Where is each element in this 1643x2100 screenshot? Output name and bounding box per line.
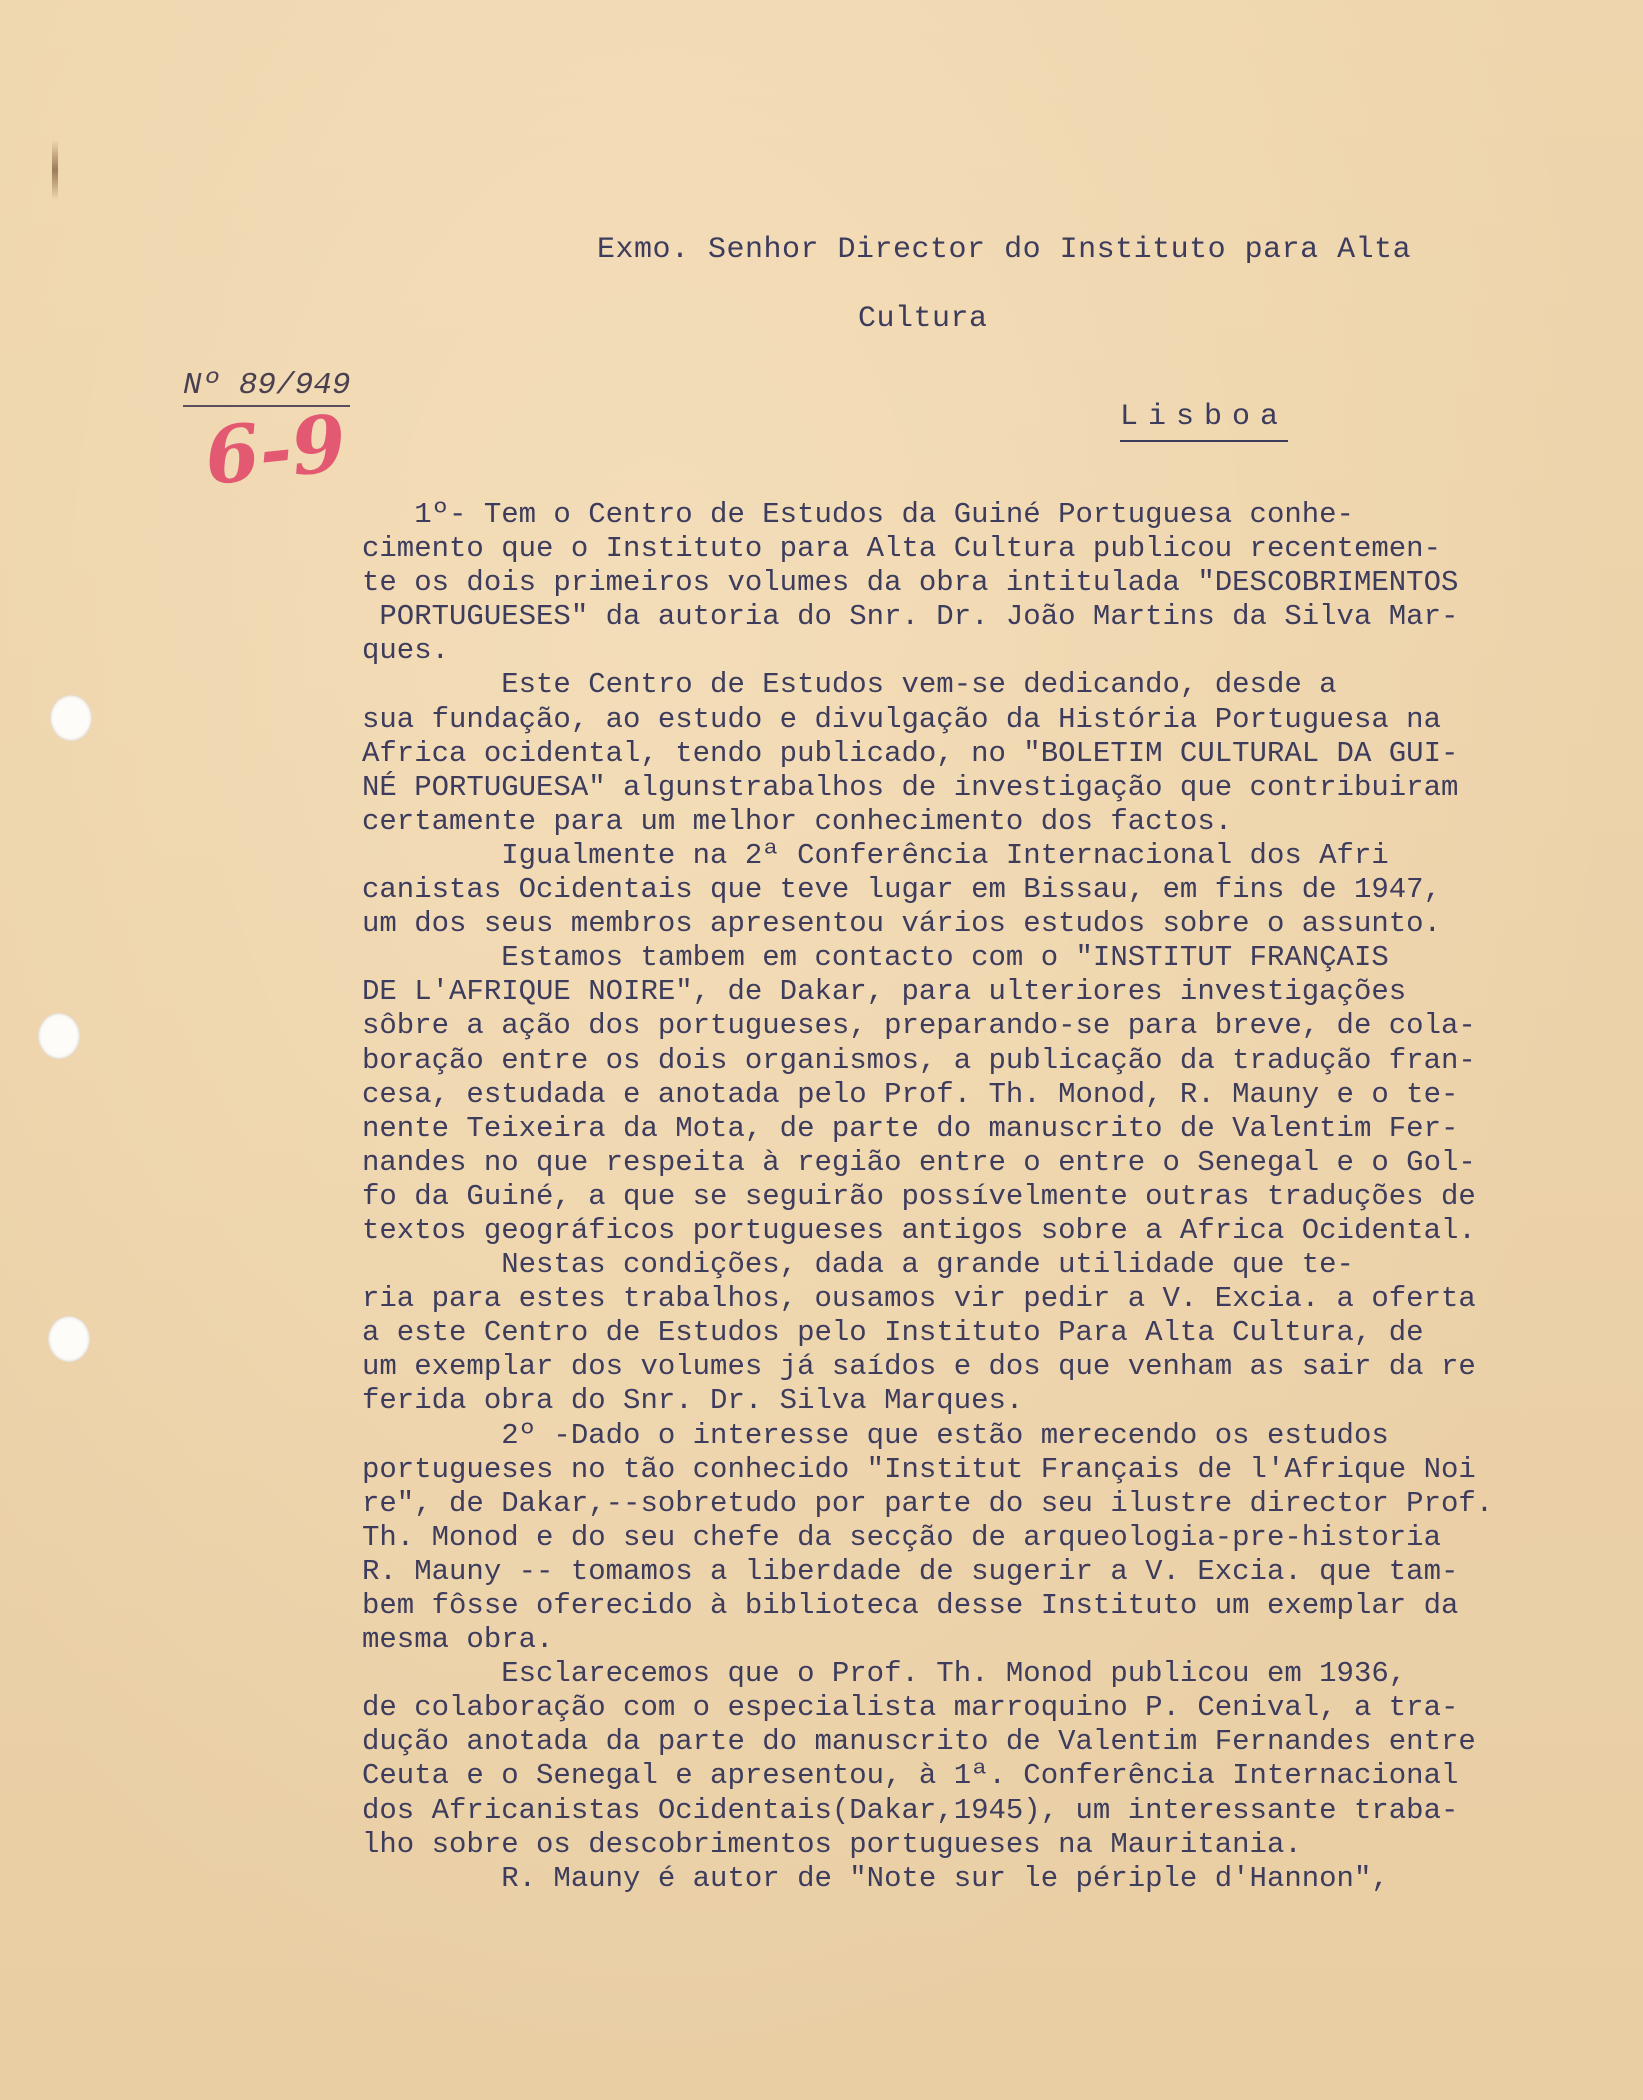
body-line: sua fundação, ao estudo e divulgação da História Portuguesa na	[362, 702, 1441, 736]
body-line: Esclarecemos que o Prof. Th. Monod publicou em 1936,	[362, 1657, 1407, 1691]
body-line: Ceuta e o Senegal e apresentou, à 1ª. Conferência Internacional	[362, 1759, 1459, 1793]
body-line: Th. Monod e do seu chefe da secção de arqueologia-pre-historia	[362, 1520, 1441, 1554]
body-line: DE L'AFRIQUE NOIRE", de Dakar, para ulteriores investigações	[362, 975, 1407, 1009]
body-line: boração entre os dois organismos, a publicação da tradução fran-	[362, 1043, 1476, 1077]
letter-body	[362, 498, 1632, 1896]
body-line: cimento que o Instituto para Alta Cultura publicou recentemen-	[362, 532, 1441, 566]
body-line: ques.	[362, 634, 450, 668]
body-line: fo da Guiné, a que se seguirão possívelmente outras traduções de	[362, 1179, 1476, 1213]
body-line: R. Mauny é autor de "Note sur le périple d'Hannon",	[362, 1861, 1389, 1895]
body-line: nente Teixeira da Mota, de parte do manuscrito de Valentim Fer-	[362, 1111, 1459, 1145]
body-line: Estamos tambem em contacto com o "INSTITUT FRANÇAIS	[362, 941, 1389, 975]
body-line: Igualmente na 2ª Conferência Internacional dos Afri	[362, 838, 1389, 872]
body-line: lho sobre os descobrimentos portugueses na Mauritania.	[362, 1827, 1302, 1861]
body-line: cesa, estudada e anotada pelo Prof. Th. Monod, R. Mauny e o te-	[362, 1077, 1459, 1111]
body-line: R. Mauny -- tomamos a liberdade de sugerir a V. Excia. que tam-	[362, 1554, 1459, 1588]
body-line: mesma obra.	[362, 1623, 554, 1657]
body-line: Africa ocidental, tendo publicado, no "BOLETIM CULTURAL DA GUI-	[362, 736, 1459, 770]
body-line: ferida obra do Snr. Dr. Silva Marques.	[362, 1384, 1024, 1418]
body-line: textos geográficos portugueses antigos sobre a Africa Ocidental.	[362, 1213, 1476, 1247]
body-line: portugueses no tão conhecido "Institut Français de l'Afrique Noi	[362, 1452, 1476, 1486]
body-line: re", de Dakar,--sobretudo por parte do seu ilustre director Prof.	[362, 1486, 1494, 1520]
punch-hole-bottom	[48, 1316, 90, 1362]
punch-hole-middle	[38, 1013, 80, 1059]
body-line: um dos seus membros apresentou vários estudos sobre o assunto.	[362, 907, 1441, 941]
body-line: Nestas condições, dada a grande utilidade que te-	[362, 1248, 1354, 1282]
body-line: de colaboração com o especialista marroquino P. Cenival, a tra-	[362, 1691, 1459, 1725]
body-line: um exemplar dos volumes já saídos e dos que venham as sair da re	[362, 1350, 1476, 1384]
body-line: NÉ PORTUGUESA" algunstrabalhos de investigação que contribuiram	[362, 770, 1459, 804]
body-line: PORTUGUESES" da autoria do Snr. Dr. João Martins da Silva Mar-	[362, 600, 1459, 634]
body-line: bem fôsse oferecido à biblioteca desse Instituto um exemplar da	[362, 1589, 1459, 1622]
body-line: sôbre a ação dos portugueses, preparando-se para breve, de cola-	[362, 1009, 1476, 1043]
body-line: a este Centro de Estudos pelo Instituto Para Alta Cultura, de	[362, 1316, 1424, 1350]
body-line: ria para estes trabalhos, ousamos vir pedir a V. Excia. a oferta	[362, 1282, 1476, 1316]
addressee-line-2: Cultura	[858, 302, 988, 336]
handwritten-annotation: 6-9	[200, 397, 351, 504]
body-line: dos Africanistas Ocidentais(Dakar,1945), um interessante traba-	[362, 1793, 1459, 1827]
reference-number: Nº 89/949	[183, 368, 350, 407]
body-line: canistas Ocidentais que teve lugar em Bissau, em fins de 1947,	[362, 873, 1441, 907]
punch-hole-top	[50, 695, 92, 741]
body-line: 2º -Dado o interesse que estão merecendo os estudos	[362, 1418, 1389, 1452]
body-line: Este Centro de Estudos vem-se dedicando, desde a	[362, 668, 1337, 702]
body-line: nandes no que respeita à região entre o entre o Senegal e o Gol-	[362, 1145, 1476, 1179]
city-heading: Lisboa	[1120, 400, 1288, 442]
staple-mark	[52, 140, 58, 200]
body-line: certamente para um melhor conhecimento dos factos.	[362, 804, 1233, 838]
body-line: 1º- Tem o Centro de Estudos da Guiné Portuguesa conhe-	[362, 498, 1354, 531]
addressee-line-1: Exmo. Senhor Director do Instituto para Alta	[597, 233, 1412, 267]
body-line: te os dois primeiros volumes da obra intitulada "DESCOBRIMENTOS	[362, 566, 1459, 600]
body-line: dução anotada da parte do manuscrito de Valentim Fernandes entre	[362, 1725, 1476, 1759]
